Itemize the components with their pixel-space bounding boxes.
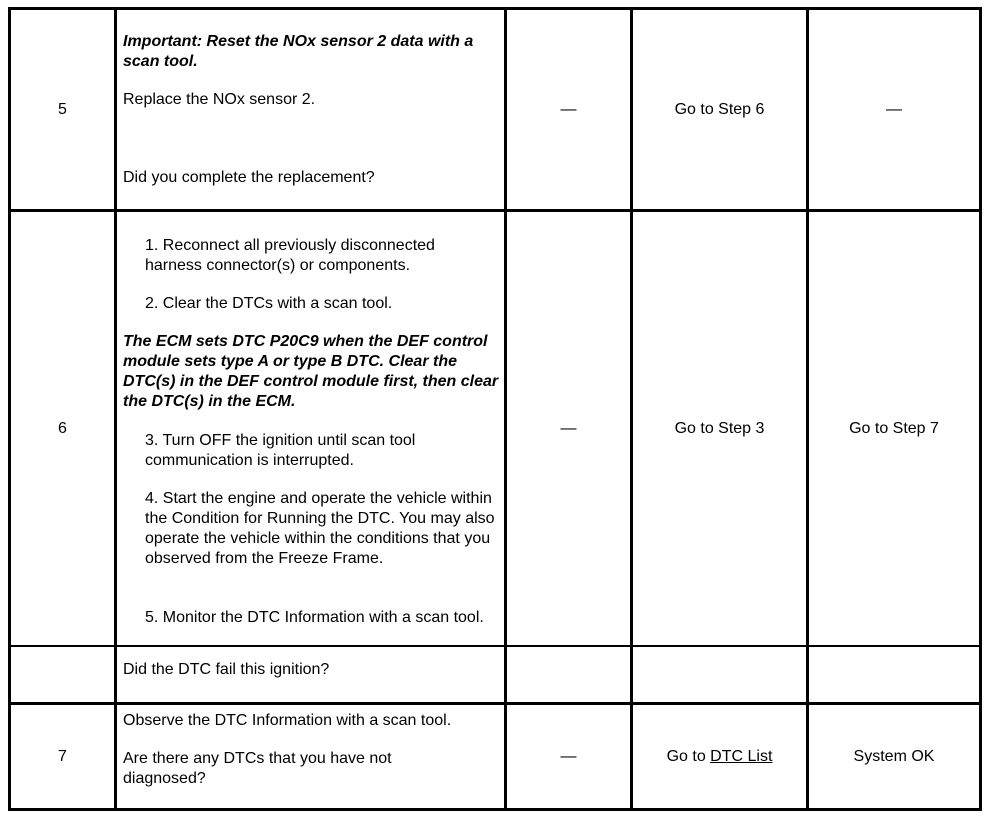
step-number-7: 7 <box>58 747 67 765</box>
no-step-5: — <box>886 100 902 118</box>
step-number-6: 6 <box>58 419 67 437</box>
no-step-6: Go to Step 7 <box>849 419 939 437</box>
question-step-6: Did the DTC fail this ignition? <box>123 661 330 678</box>
list-item-1: 1. Reconnect all previously disconnected harness connector(s) or components. <box>145 237 435 274</box>
values-step-5: — <box>560 100 577 118</box>
yes-step-7 <box>633 705 806 808</box>
row-divider-6-question <box>8 645 982 647</box>
dtc-list-link[interactable]: DTC List <box>710 747 773 765</box>
action-step-7: Observe the DTC Information with a scan tool. <box>123 712 452 729</box>
question-step-7: Are there any DTCs that you have not diagnosed? <box>123 750 392 787</box>
list-item-5: 5. Monitor the DTC Information with a scan tool. <box>145 609 484 626</box>
list-item-2: 2. Clear the DTCs with a scan tool. <box>145 295 393 312</box>
yes-step-5: Go to Step 6 <box>674 100 765 118</box>
action-step-5: Replace the NOx sensor 2. <box>123 91 316 108</box>
important-note-step-5: Important: Reset the NOx sensor 2 data with a scan tool. <box>123 33 474 70</box>
list-item-4: 4. Start the engine and operate the vehicle within the Condition for Running the DTC. You may also operate the vehicle within the conditions that you observed from the Freeze Frame. <box>145 490 495 567</box>
table-border-bottom <box>8 808 982 811</box>
no-step-7: System OK <box>853 747 935 765</box>
yes-step-7-prefix: Go to <box>666 747 711 765</box>
yes-step-6: Go to Step 3 <box>674 419 765 437</box>
important-note-step-6: The ECM sets DTC P20C9 when the DEF control module sets type A or type B DTC. Clear the DTC(s) in the DEF control module first, then clear the DTC(s) in the ECM. <box>123 333 499 410</box>
step-number-5: 5 <box>58 100 67 118</box>
list-item-3: 3. Turn OFF the ignition until scan tool communication is interrupted. <box>145 432 416 469</box>
col-divider-step <box>114 7 117 811</box>
question-step-5: Did you complete the replacement? <box>123 169 375 186</box>
col-border-right <box>979 7 982 811</box>
values-step-7: — <box>560 747 577 765</box>
values-step-6: — <box>560 419 577 437</box>
